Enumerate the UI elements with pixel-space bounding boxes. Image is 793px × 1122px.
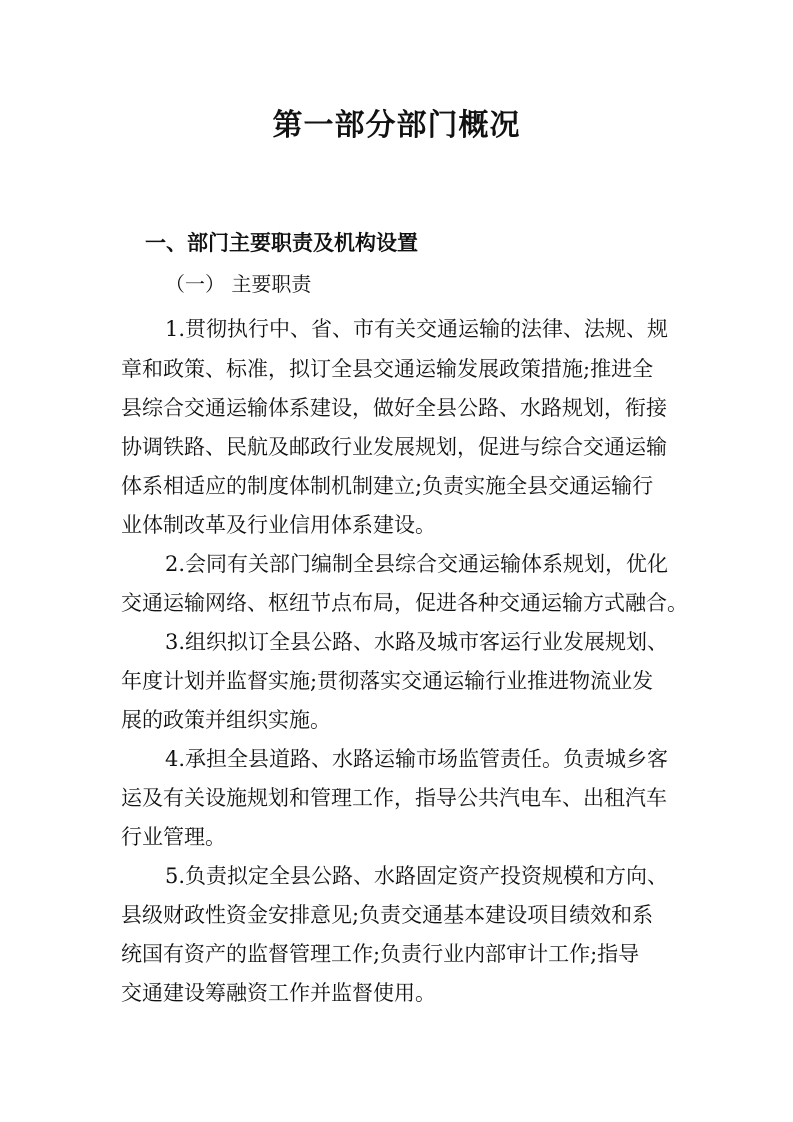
paragraph-line: 2.会同有关部门编制全县综合交通运输体系规划，优化 [165,552,669,576]
page-title: 第一部分部门概况 [272,108,521,143]
paragraph-line: 章和政策、标准，拟订全县交通运输发展政策措施;推进全 [121,357,654,381]
subsection-heading: （一） 主要职责 [165,272,312,296]
paragraph-line: 县级财政性资金安排意见;负责交通基本建设项目绩效和系 [121,903,654,927]
paragraph-line: 交通建设筹融资工作并监督使用。 [121,981,436,1005]
section-heading: 一、部门主要职责及机构设置 [145,231,418,255]
paragraph-line: 体系相适应的制度体制机制建立;负责实施全县交通运输行 [121,474,654,498]
paragraph-line: 统国有资产的监督管理工作;负责行业内部审计工作;指导 [121,942,640,966]
paragraph-line: 3.组织拟订全县公路、水路及城市客运行业发展规划、 [165,630,669,654]
paragraph-line: 交通运输网络、枢纽节点布局，促进各种交通运输方式融合。 [121,591,688,615]
paragraph-line: 业体制改革及行业信用体系建设。 [121,513,436,537]
paragraph-line: 行业管理。 [121,825,226,849]
paragraph-line: 4.承担全县道路、水路运输市场监管责任。负责城乡客 [165,747,669,771]
paragraph-line: 协调铁路、民航及邮政行业发展规划，促进与综合交通运输 [121,435,667,459]
paragraph-line: 运及有关设施规划和管理工作，指导公共汽电车、出租汽车 [121,786,667,810]
paragraph-line: 年度计划并监督实施;贯彻落实交通运输行业推进物流业发 [121,669,654,693]
paragraph-line: 5.负责拟定全县公路、水路固定资产投资规模和方向、 [165,864,669,888]
paragraph-line: 县综合交通运输体系建设，做好全县公路、水路规划，衔接 [121,396,667,420]
paragraph-line: 1.贯彻执行中、省、市有关交通运输的法律、法规、规 [165,317,669,341]
paragraph-line: 展的政策并组织实施。 [121,708,331,732]
